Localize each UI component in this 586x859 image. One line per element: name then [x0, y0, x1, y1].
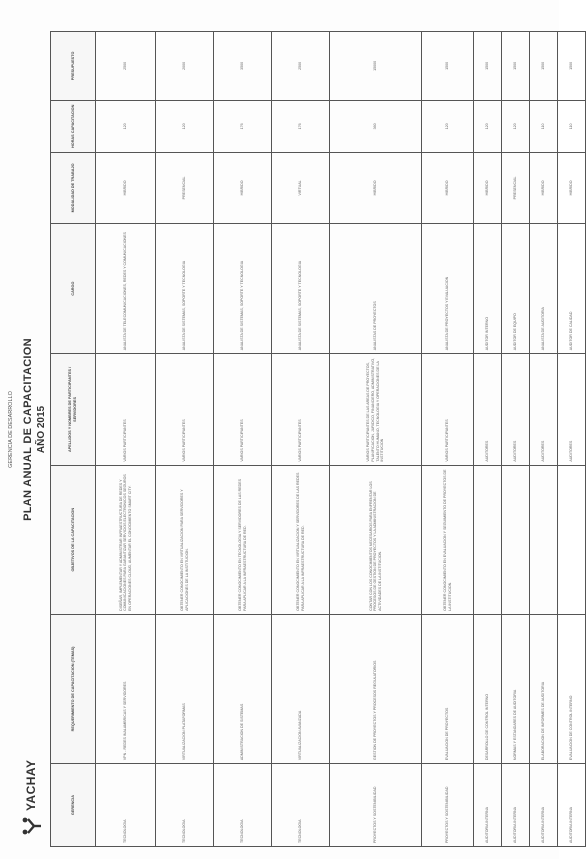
cell-participantes: AUDITORES: [558, 354, 586, 465]
cell-gerencia: TECNOLOGIA: [214, 764, 272, 847]
cell-presupuesto: 1500: [502, 32, 530, 101]
cell-modalidad: HIBRIDO: [474, 152, 502, 223]
header-modalidad: MODALIDAD DE TRABAJO: [51, 152, 96, 223]
cell-modalidad: HIBRIDO: [96, 152, 156, 223]
cell-gerencia: AUDITORIA INTERNA: [558, 764, 586, 847]
table-row: [530, 32, 558, 847]
cell-presupuesto: 15000: [330, 32, 422, 101]
cell-horas: 120: [502, 100, 530, 152]
cell-tema: VIRTUALIZACION PLATAFORMAS: [156, 614, 214, 763]
cell-horas: 110: [558, 100, 586, 152]
cell-horas: 360: [330, 100, 422, 152]
cell-objetivo: OBTENER CONOCIMIENTO EN EVALUACION Y SEGUIMIENTO DE PROYECTOS DE LA INSTITUCION.: [422, 465, 474, 614]
cell-tema: GESTION DE PROYECTOS Y PROCESOS REGULATORIOS: [330, 614, 422, 763]
table-row: [502, 32, 530, 847]
cell-horas: 120: [474, 100, 502, 152]
logo-text: YACHAY: [24, 759, 38, 811]
cell-objetivo: OBTENER CONOCIMIENTO EN TECNOLOGIA Y SERVIDORES DE LAS REDES PARA APLICAR A LA INFRAESTRUCTURA DE RED.: [214, 465, 272, 614]
cell-tema: EVALUACION DE PROYECTOS: [422, 614, 474, 763]
cell-objetivo: [530, 465, 558, 614]
cell-tema: EVALUACION DE CONTROL INTERNO: [558, 614, 586, 763]
cell-modalidad: HIBRIDO: [422, 152, 474, 223]
cell-horas: 120: [156, 100, 214, 152]
header-participantes: APELLIDOS Y NOMBRES DE PARTICIPANTES / SERVIDORES: [51, 354, 96, 465]
cell-objetivo: [558, 465, 586, 614]
cell-cargo: AUDITOR DE CALIDAD: [558, 223, 586, 353]
cell-objetivo: [474, 465, 502, 614]
cell-participantes: VARIOS PARTICIPANTES: [422, 354, 474, 465]
cell-presupuesto: 1500: [422, 32, 474, 101]
cell-cargo: ANALISTA DE SISTEMAS, SOPORTE Y TECNOLOGIA: [214, 223, 272, 353]
cell-cargo: ANALISTA DE SISTEMAS, SOPORTE Y TECNOLOGIA: [156, 223, 214, 353]
cell-objetivo: OBTENER CONOCIMIENTO EN VIRTUALIZACION PARA SERVIDORES Y APLICACIONES DE LA INSTITUCION.: [156, 465, 214, 614]
cell-tema: VPN - REDES INALAMBRICAS Y SERVIDORES: [96, 614, 156, 763]
cell-gerencia: AUDITORIA INTERNA: [502, 764, 530, 847]
cell-gerencia: PROYECTOS Y SOSTENIBILIDAD: [330, 764, 422, 847]
cell-participantes: VARIOS PARTICIPANTES: [214, 354, 272, 465]
cell-gerencia: TECNOLOGIA: [272, 764, 330, 847]
cell-modalidad: HIBRIDO: [530, 152, 558, 223]
cell-presupuesto: 2500: [96, 32, 156, 101]
header-cargo: CARGO: [51, 223, 96, 353]
cell-horas: 120: [422, 100, 474, 152]
table-row: [272, 32, 330, 847]
table-row: [214, 32, 272, 847]
cell-gerencia: PROYECTOS Y SOSTENIBILIDAD: [422, 764, 474, 847]
cell-cargo: ANALISTA DE SISTEMAS, SOPORTE Y TECNOLOGIA: [272, 223, 330, 353]
cell-tema: DESARROLLO DE CONTROL INTERNO: [474, 614, 502, 763]
cell-participantes: VARIOS PARTICIPANTES: [156, 354, 214, 465]
table-row: [474, 32, 502, 847]
cell-modalidad: HIBRIDO: [558, 152, 586, 223]
cell-modalidad: PRESENCIAL: [156, 152, 214, 223]
cell-presupuesto: 1500: [474, 32, 502, 101]
header-department: GERENCIA DE DESARROLLO: [8, 391, 14, 468]
cell-cargo: ANALISTA DE TELECOMUNICACIONES, REDES Y COMUNICACIONES: [96, 223, 156, 353]
cell-participantes: AUDITORES: [530, 354, 558, 465]
cell-modalidad: VIRTUAL: [272, 152, 330, 223]
cell-participantes: VARIOS PARTICIPANTES: [272, 354, 330, 465]
cell-tema: ADMINISTRACION DE SISTEMAS: [214, 614, 272, 763]
cell-presupuesto: 1500: [530, 32, 558, 101]
page-year: AÑO 2015: [36, 405, 47, 454]
table-row: [558, 32, 586, 847]
cell-participantes: AUDITORES: [474, 354, 502, 465]
cell-objetivo: [502, 465, 530, 614]
cell-objetivo: CONTAR CON LOS CONOCIMIENTOS NECESARIOS PARA ENFRENTAR LOS PROCESOS DE GESTION DE PROYECTOS Y LA ADMINISTRACION DE ACTIVIDADES DE LA INSTITUCION.: [330, 465, 422, 614]
cell-presupuesto: 2000: [156, 32, 214, 101]
cell-gerencia: TECNOLOGIA: [156, 764, 214, 847]
cell-gerencia: AUDITORIA INTERNA: [474, 764, 502, 847]
cell-participantes: VARIOS PARTICIPANTES DE LAS AREAS DE PROYECTOS, PLANIFICACION, JURIDICO, FINANCIERO, ADMINISTRATIVO, TALENTO HUMANO, TECNOLOGIA Y OPERACIONES DE LA INSTITUCION: [330, 354, 422, 465]
table-row: [96, 32, 156, 847]
cell-gerencia: TECNOLOGIA: [96, 764, 156, 847]
table-row: [330, 32, 422, 847]
cell-objetivo: DISEÑAR, IMPLEMENTAR Y ADMINISTRAR INFRAESTRUCTURA DE REDES Y COMUNICACIONES PARA GARANTIZAR SERVICIOS ELECTRONICOS SEGUROS EN OPERACIONES CLOUD, AUMENTAR EL CONOCIMIENTO SMART CITY.: [96, 465, 156, 614]
header-objetivo: OBJETIVOS DE LA CAPACITACION: [51, 465, 96, 614]
cell-horas: 176: [214, 100, 272, 152]
cell-horas: 176: [272, 100, 330, 152]
page-title: PLAN ANUAL DE CAPACITACION: [22, 338, 34, 521]
cell-gerencia: AUDITORIA INTERNA: [530, 764, 558, 847]
cell-cargo: ANALISTA DE AUDITORIA: [530, 223, 558, 353]
cell-modalidad: PRESENCIAL: [502, 152, 530, 223]
cell-tema: ELABORACION DE INFORMES DE AUDITORIA: [530, 614, 558, 763]
cell-presupuesto: 3500: [214, 32, 272, 101]
cell-cargo: ANALISTA DE PROYECTOS Y EVALUACION: [422, 223, 474, 353]
cell-presupuesto: 2500: [272, 32, 330, 101]
table-header-row: [51, 32, 96, 847]
cell-tema: NORMAS Y ESTANDARES DE AUDITORIA: [502, 614, 530, 763]
cell-participantes: VARIOS PARTICIPANTES: [96, 354, 156, 465]
cell-horas: 110: [530, 100, 558, 152]
header-tema: REQUERIMIENTO DE CAPACITACION (TEMAS): [51, 614, 96, 763]
header-gerencia: GERENCIA: [51, 764, 96, 847]
table-row: [422, 32, 474, 847]
cell-cargo: AUDITOR DE EQUIPO: [502, 223, 530, 353]
training-plan-table: [50, 31, 586, 847]
cell-objetivo: OBTENER CONOCIMIENTO EN VIRTUALIZACION Y SERVIDORES DE LAS REDES PARA APLICAR A LA INFRAESTRUCTURA DE RED.: [272, 465, 330, 614]
cell-cargo: AUDITOR INTERNO: [474, 223, 502, 353]
cell-modalidad: HIBRIDO: [214, 152, 272, 223]
cell-horas: 120: [96, 100, 156, 152]
table-row: [156, 32, 214, 847]
cell-cargo: ANALISTAS DE PROYECTOS: [330, 223, 422, 353]
cell-modalidad: HIBRIDO: [330, 152, 422, 223]
cell-participantes: AUDITORES: [502, 354, 530, 465]
header-horas: HORAS CAPACITACION: [51, 100, 96, 152]
header-presupuesto: PRESUPUESTO: [51, 32, 96, 101]
cell-presupuesto: 1500: [558, 32, 586, 101]
cell-tema: VIRTUALIZACION AVANZADA: [272, 614, 330, 763]
